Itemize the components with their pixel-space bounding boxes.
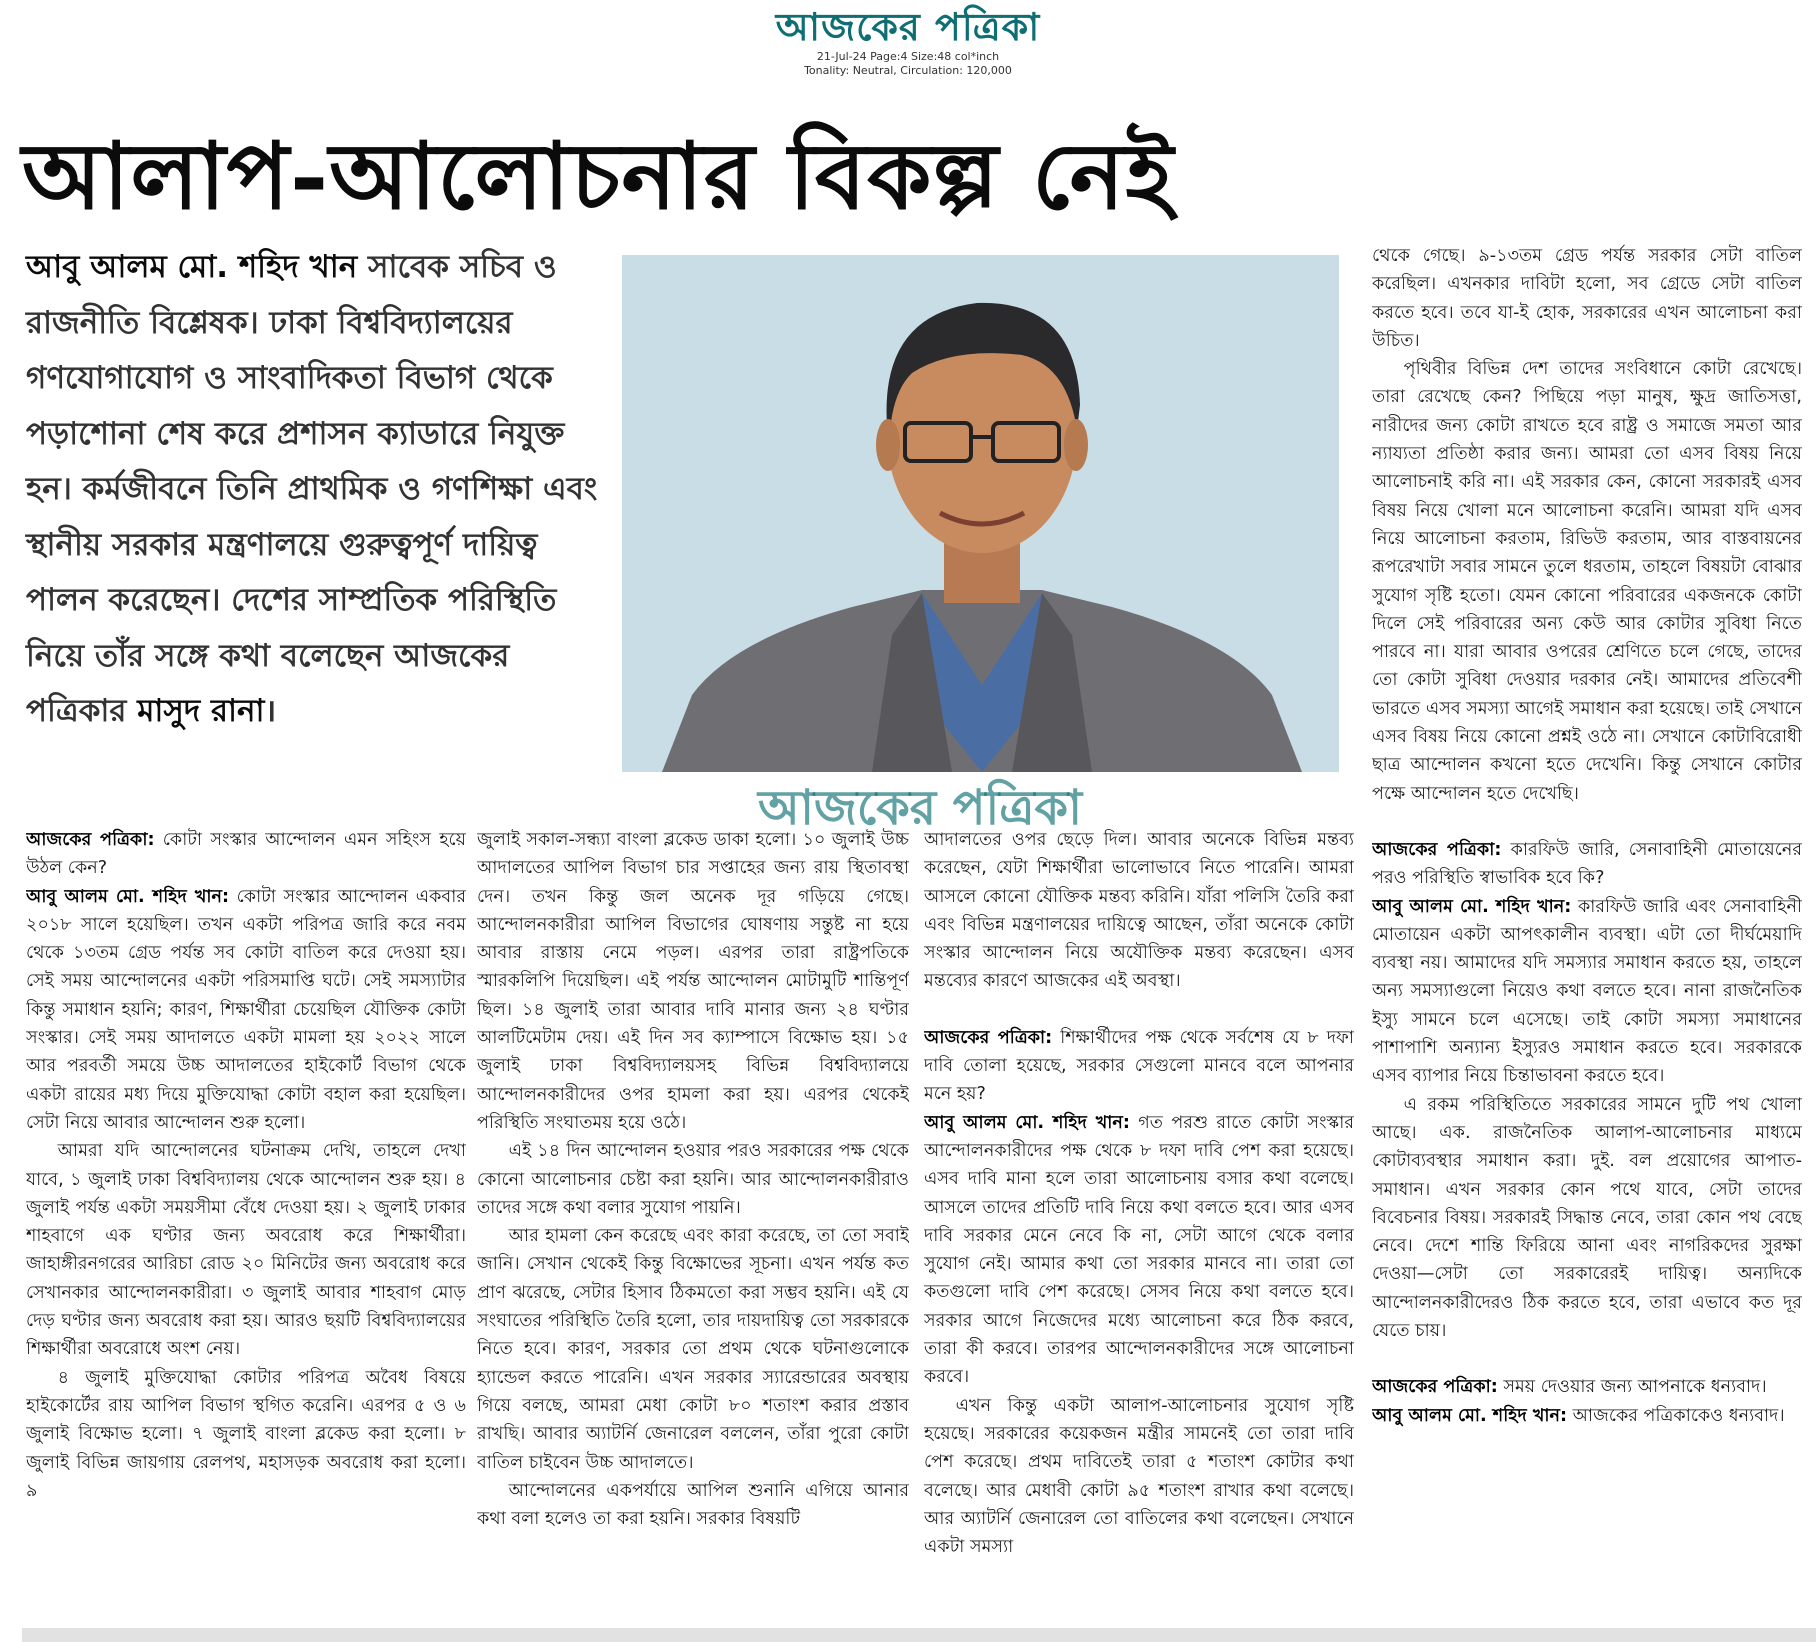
article-column-3 (924, 826, 1354, 1626)
question-2: আজকের পত্রিকা: শিক্ষার্থীদের পক্ষ থেকে সর্বশেষ যে ৮ দফা দাবি তোলা হয়েছে, সরকার সেগুলো মানবে বলে আপনার মনে হয়? (924, 1027, 1354, 1105)
question-4: আজকের পত্রিকা: সময় দেওয়ার জন্য আপনাকে ধন্যবাদ। (1372, 1377, 1767, 1398)
intro-end: । (264, 693, 277, 729)
speaker-label: আজকের পত্রিকা: (1372, 839, 1502, 860)
article-column-1 (26, 826, 466, 1626)
interviewee-name: আবু আলম মো. শহিদ খান (26, 249, 358, 285)
paragraph: আমরা যদি আন্দোলনের ঘটনাক্রম দেখি, তাহলে দেখা যাবে, ১ জুলাই ঢাকা বিশ্ববিদ্যালয় থেকে আন্দোলন শুরু হয়। ৪ জুলাই পর্যন্ত একটা সময়সীমা বেঁধে দেওয়া হয়। ২ জুলাই ঢাকার শাহবাগে এক ঘণ্টার জন্য অবরোধ করে শিক্ষার্থীরা। জাহাঙ্গীরনগরের আরিচা রোড ২০ মিনিটের জন্য অবরোধ করে সেখানকার আন্দোলনকারীরা। ৩ জুলাই আবার শাহবাগ মোড় দেড় ঘণ্টার জন্য অবরোধ করা হয়। আরও ছয়টি বিশ্ববিদ্যালয়ের শিক্ষার্থীরা অবরোধে অংশ নেয়। (26, 1141, 466, 1360)
speaker-label: আজকের পত্রিকা: (1372, 1377, 1498, 1398)
newspaper-logo: আজকের পত্রিকা (775, 4, 1041, 49)
paragraph: এ রকম পরিস্থিতিতে সরকারের সামনে দুটি পথ খোলা আছে। এক. রাজনৈতিক আলাপ-আলোচনার মাধ্যমে কোটাব্যবস্থার সমাধান করা। দুই. বল প্রয়োগের আপাত-সমাধান। এখন সরকার কোন পথে যাবে, সেটা তাদের বিবেচনার বিষয়। সরকারই সিদ্ধান্ত নেবে, তারা কোন পথ বেছে নেবে। দেশে শান্তি ফিরিয়ে আনা এবং নাগরিকদের সুরক্ষা দেওয়া—সেটা তো সরকারেরই দায়িত্ব। অন্যদিকে আন্দোলনকারীদেরও ঠিক করতে হবে, তারা এভাবে কত দূর যেতে চায়। (1372, 1094, 1802, 1341)
answer-1: আবু আলম মো. শহিদ খান: কোটা সংস্কার আন্দোলন একবার ২০১৮ সালে হয়েছিল। তখন একটা পরিপত্র জারি করে নবম থেকে ১৩তম গ্রেড পর্যন্ত সব কোটা বাতিল করে দেওয়া হয়। সেই সময় আন্দোলনের একটা পরিসমাপ্তি ঘটে। সেই সমস্যাটার কিন্তু সমাধান হয়নি; কারণ, শিক্ষার্থীরা চেয়েছিল যৌক্তিক কোটা সংস্কার। সেই সময় আদালতে একটা মামলা হয় ২০২২ সালে আর পরবর্তী সময়ে উচ্চ আদালতের হাইকোর্ট বিভাগ থেকে একটা রায়ের মধ্য দিয়ে মুক্তিযোদ্ধা কোটা বহাল করা হয়েছিল। সেটা নিয়ে আবার আন্দোলন শুরু হলো। (26, 886, 466, 1133)
article-intro (26, 240, 616, 740)
answer-3: আবু আলম মো. শহিদ খান: কারফিউ জারি এবং সেনাবাহিনী মোতায়েন একটা আপৎকালীন ব্যবস্থা। এটা তো দীর্ঘমেয়াদি ব্যবস্থা নয়। আমাদের যদি সমস্যার সমাধান করতে হয়, তাহলে অন্য সমস্যাগুলো নিয়েও কথা বলতে হবে। নানা রাজনৈতিক ইস্যু সামনে চলে এসেছে। তাই কোটা সমস্যা সমাধানের পাশাপাশি অন্যান্য ইস্যুরও সমাধান করতে হবে। সরকারকে এসব ব্যাপার নিয়ে চিন্তাভাবনা করতে হবে। (1372, 896, 1802, 1087)
answer-2: আবু আলম মো. শহিদ খান: গত পরশু রাতে কোটা সংস্কার আন্দোলনকারীদের পক্ষ থেকে ৮ দফা দাবি পেশ করা হয়েছে। এসব দাবি মানা হলে তারা আলোচনায় বসার কথা বলেছে। আসলে তাদের প্রতিটি দাবি নিয়ে কথা বলতে হবে। আর এসব দাবি সরকার মেনে নেবে কি না, সেটা আগে থেকে বলার সুযোগ নেই। আমার কথা তো সরকার মানবে না। তারা তো কতগুলো দাবি পেশ করেছে। সেসব নিয়ে কথা বলতে হবে। সরকার আগে নিজেদের মধ্যে আলোচনা করে ঠিক করবে, তারা কী করবে। তারপর আন্দোলনকারীদের সঙ্গে আলোচনা করবে। (924, 1112, 1354, 1388)
paragraph: এই ১৪ দিন আন্দোলন হওয়ার পরও সরকারের পক্ষ থেকে কোনো আলোচনার চেষ্টা করা হয়নি। আর আন্দোলনকারীরাও তাদের সঙ্গে কথা বলার সুযোগ পায়নি। (477, 1141, 909, 1218)
speaker-label: আজকের পত্রিকা: (26, 830, 155, 850)
article-headline: আলাপ-আলোচনার বিকল্প নেই (22, 122, 1175, 230)
speaker-label: আবু আলম মো. শহিদ খান: (1372, 1405, 1568, 1426)
newspaper-watermark: আজকের পত্রিকা (758, 780, 1082, 836)
interviewer-name: মাসুদ রানা (137, 693, 265, 729)
speaker-label: আবু আলম মো. শহিদ খান: (1372, 896, 1572, 917)
masthead (0, 4, 1816, 78)
paragraph: আন্দোলনের একপর্যায়ে আপিল শুনানি এগিয়ে আনার কথা বলা হলেও তা করা হয়নি। সরকার বিষয়টি (477, 1480, 909, 1530)
article-column-2 (477, 826, 909, 1626)
answer-4: আবু আলম মো. শহিদ খান: আজকের পত্রিকাকেও ধন্যবাদ। (1372, 1405, 1785, 1426)
clipping-meta-date: 21-Jul-24 Page:4 Size:48 col*inch (816, 50, 1000, 63)
paragraph: আর হামলা কেন করেছে এবং কারা করেছে, তা তো সবাই জানি। সেখান থেকেই কিন্তু বিক্ষোভের সূচনা। এখন পর্যন্ত কত প্রাণ ঝরেছে, সেটার হিসাব ঠিকমতো করা সম্ভব হয়নি। এই যে সংঘাতের পরিস্থিতি তৈরি হলো, তার দায়দায়িত্ব তো সরকারকে নিতে হবে। কারণ, সরকার তো প্রথম থেকে ঘটনাগুলোকে হ্যান্ডেল করতে পারেনি। এখন সরকার স্যারেন্ডারের অবস্থায় গিয়ে বলছে, আমরা মেধা কোটা ৮০ শতাংশ করার প্রস্তাব রাখছি। আবার অ্যাটর্নি জেনারেল বললেন, তাঁরা পুরো কোটা বাতিল চাইবেন উচ্চ আদালতে। (477, 1226, 909, 1473)
page-bottom-strip (22, 1628, 1816, 1642)
paragraph: ৪ জুলাই মুক্তিযোদ্ধা কোটার পরিপত্র অবৈধ বিষয়ে হাইকোর্টের রায় আপিল বিভাগ স্থগিত করেনি। এরপর ৫ ও ৬ জুলাই বিক্ষোভ হলো। ৭ জুলাই বাংলা ব্লকেড করা হলো। ৮ জুলাই বিভিন্ন জায়গায় রেলপথ, মহাসড়ক অবরোধ করা হলো। ৯ (26, 1367, 466, 1501)
interviewee-photo (622, 255, 1339, 772)
question-3: আজকের পত্রিকা: কারফিউ জারি, সেনাবাহিনী মোতায়েনের পরও পরিস্থিতি স্বাভাবিক হবে কি? (1372, 839, 1802, 889)
speaker-label: আবু আলম মো. শহিদ খান: (924, 1112, 1130, 1133)
question-1: আজকের পত্রিকা: কোটা সংস্কার আন্দোলন এমন সহিংস হয়ে উঠল কেন? (26, 830, 466, 879)
paragraph: থেকে গেছে। ৯-১৩তম গ্রেড পর্যন্ত সরকার সেটা বাতিল করেছিল। এখনকার দাবিটা হলো, সব গ্রেডে সেটা বাতিল করতে হবে। তবে যা-ই হোক, সরকারের এখন আলোচনা করা উচিত। (1372, 246, 1802, 351)
speaker-label: আজকের পত্রিকা: (924, 1027, 1053, 1048)
paragraph: জুলাই সকাল-সন্ধ্যা বাংলা ব্লকেড ডাকা হলো। ১০ জুলাই উচ্চ আদালতের আপিল বিভাগ চার সপ্তাহের জন্য রায় স্থিতাবস্থা দেন। তখন কিন্তু জল অনেক দূর গড়িয়ে গেছে। আন্দোলনকারীরা আপিল বিভাগের ঘোষণায় সন্তুষ্ট না হয়ে আবার রাস্তায় নেমে পড়ল। এরপর তারা রাষ্ট্রপতিকে স্মারকলিপি দিয়েছিল। এই পর্যন্ত আন্দোলন মোটামুটি শান্তিপূর্ণ ছিল। ১৪ জুলাই তারা আবার দাবি মানার জন্য ২৪ ঘণ্টার আলটিমেটাম দেয়। এই দিন সব ক্যাম্পাসে বিক্ষোভ হয়। ১৫ জুলাই ঢাকা বিশ্ববিদ্যালয়সহ বিভিন্ন বিশ্ববিদ্যালয়ে আন্দোলনকারীদের ওপর হামলা করা হয়। এরপর থেকেই পরিস্থিতি সংঘাতময় হয়ে ওঠে। (477, 830, 909, 1133)
paragraph: আদালতের ওপর ছেড়ে দিল। আবার অনেকে বিভিন্ন মন্তব্য করেছেন, যেটা শিক্ষার্থীরা ভালোভাবে নিতে পারেনি। আমরা আসলে কোনো যৌক্তিক মন্তব্য করিনি। যাঁরা পলিসি তৈরি করা এবং বিভিন্ন মন্ত্রণালয়ের দায়িত্বে আছেন, তাঁরা অনেকে কোটা সংস্কার আন্দোলন নিয়ে অযৌক্তিক মন্তব্য করেছেন। এসব মন্তব্যের কারণে আজকের এই অবস্থা। (924, 830, 1354, 992)
speaker-label: আবু আলম মো. শহিদ খান: (26, 886, 230, 907)
paragraph: এখন কিন্তু একটা আলাপ-আলোচনার সুযোগ সৃষ্টি হয়েছে। সরকারের কয়েকজন মন্ত্রীর সামনেই তো তারা দাবি পেশ করেছে। প্রথম দাবিতেই তারা ৫ শতাংশ কোটার কথা বলেছে। আর মেধাবী কোটা ৯৫ শতাংশ রাখার কথা বলেছে। আর অ্যাটর্নি জেনারেল তো বাতিলের কথা বলেছেন। সেখানে একটা সমস্যা (924, 1395, 1354, 1558)
clipping-meta-tonality: Tonality: Neutral, Circulation: 120,000 (804, 64, 1012, 77)
article-column-4 (1372, 242, 1802, 1622)
intro-text: সাবেক সচিব ও রাজনীতি বিশ্লেষক। ঢাকা বিশ্ববিদ্যালয়ের গণযোগাযোগ ও সাংবাদিকতা বিভাগ থেকে পড়াশোনা শেষ করে প্রশাসন ক্যাডারে নিযুক্ত হন। কর্মজীবনে তিনি প্রাথমিক ও গণশিক্ষা এবং স্থানীয় সরকার মন্ত্রণালয়ে গুরুত্বপূর্ণ দায়িত্ব পালন করেছেন। দেশের সাম্প্রতিক পরিস্থিতি নিয়ে তাঁর সঙ্গে কথা বলেছেন আজকের পত্রিকার (26, 249, 598, 729)
paragraph: পৃথিবীর বিভিন্ন দেশ তাদের সংবিধানে কোটা রেখেছে। তারা রেখেছে কেন? পিছিয়ে পড়া মানুষ, ক্ষুদ্র জাতিসত্তা, নারীদের জন্য কোটা রাখতে হবে রাষ্ট্র ও সমাজে সমতা আর ন্যায্যতা প্রতিষ্ঠা করার জন্য। আমরা তো এসব বিষয় নিয়ে আলোচনাই করি না। এই সরকার কেন, কোনো সরকারই এসব বিষয় নিয়ে খোলা মনে আলোচনা করেনি। আমরা যদি এসব নিয়ে আলোচনা করতাম, রিভিউ করতাম, আর বাস্তবায়নের রূপরেখাটা সবার সামনে তুলে ধরতাম, তাহলে বিষয়টা বোঝার সুযোগ সৃষ্টি হতো। যেমন কোনো পরিবারের একজনকে কোটা দিলে সেই পরিবারের অন্য কেউ আর কোটার সুবিধা নিতে পারবে না। যারা আবার ওপরের শ্রেণিতে চলে গেছে, তাদের তো কোটা সুবিধা দেওয়ার দরকার নেই। আমাদের প্রতিবেশী ভারতে এসব সমস্যা আগেই সমাধান করা হয়েছে। তাই সেখানে এসব বিষয় নিয়ে কোনো প্রশ্নই ওঠে না। সেখানে কোটাবিরোধী ছাত্র আন্দোলন কখনো হতে দেখেনি। কিন্তু সেখানে কোটার পক্ষে আন্দোলন হতে দেখেছি। (1372, 359, 1802, 804)
